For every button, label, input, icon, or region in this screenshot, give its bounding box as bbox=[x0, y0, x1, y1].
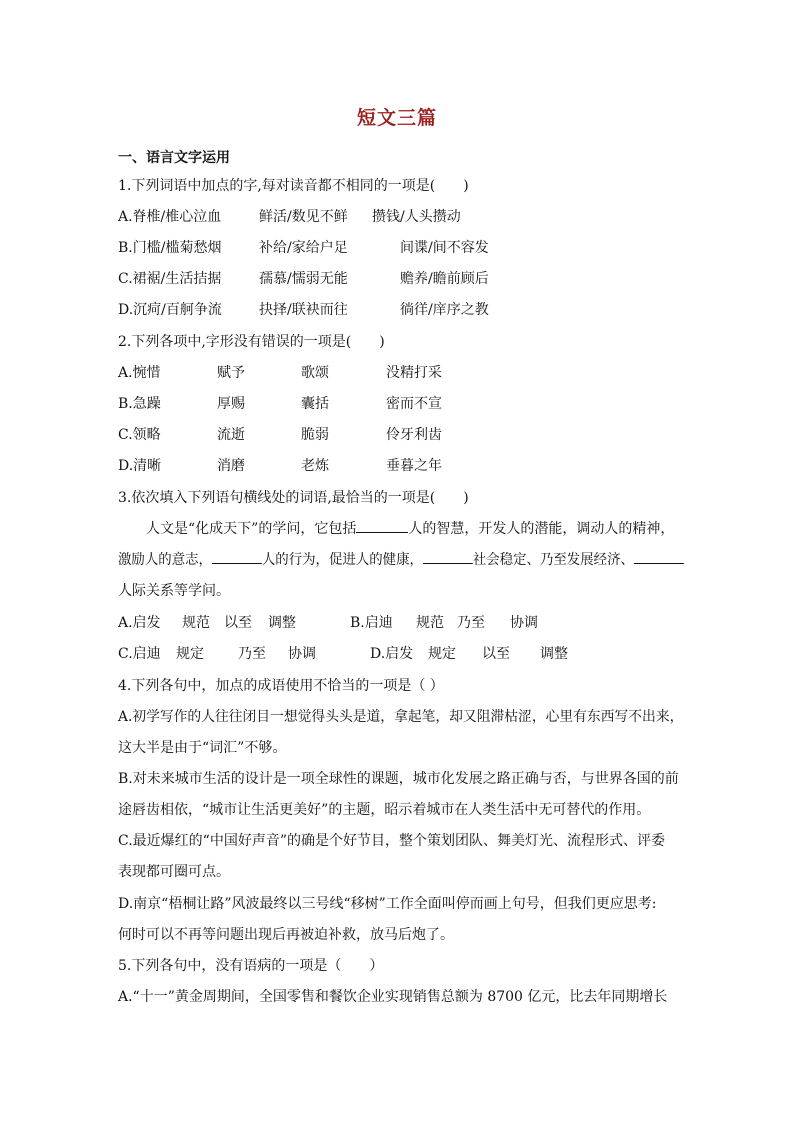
q2-c-3: 脆弱 bbox=[301, 427, 329, 443]
question-4-stem: 4.下列各句中，加点的成语使用不恰当的一项是（ ） bbox=[118, 678, 444, 694]
q2-c-4: 伶牙利齿 bbox=[386, 427, 442, 443]
q3-c-2: 规定 bbox=[176, 646, 204, 662]
q2-b-1: B.急躁 bbox=[118, 396, 161, 412]
q1-d-1: D.沉疴/百舸争流 bbox=[118, 302, 222, 318]
q3-d-3: 以至 bbox=[482, 646, 510, 662]
q1-a-1: A.脊椎/椎心泣血 bbox=[118, 209, 222, 225]
q3-text-4: 人的行为，促进人的健康， bbox=[261, 552, 423, 568]
q1-b-2: 补给/家给户足 bbox=[259, 240, 348, 256]
q5-option-a-line1: A.“十一”黄金周期间，全国零售和餐饮企业实现销售总额为 8700 亿元，比去年同期增长 bbox=[118, 989, 668, 1005]
q3-text-2: 人的智慧，开发人的潜能，调动人的精神， bbox=[408, 521, 675, 537]
q4-option-a-line2: 这大半是由于“词汇”不够。 bbox=[118, 740, 287, 756]
question-5-stem: 5.下列各句中，没有语病的一项是（ ） bbox=[118, 958, 384, 974]
q2-b-3: 囊括 bbox=[301, 396, 329, 412]
q3-b-2: 规范 bbox=[416, 615, 444, 631]
q1-c-1: C.裙裾/生活拮据 bbox=[118, 271, 222, 287]
q3-c-1: C.启迪 bbox=[118, 646, 161, 662]
q2-a-1: A.惋惜 bbox=[118, 365, 161, 381]
q3-b-1: B.启迪 bbox=[350, 615, 393, 631]
q3-c-4: 协调 bbox=[288, 646, 316, 662]
q3-text-5: 社会稳定、乃至发展经济、 bbox=[472, 552, 634, 568]
q3-a-2: 规范 bbox=[182, 615, 210, 631]
q1-a-2: 鲜活/数见不鲜 bbox=[259, 209, 348, 225]
q3-passage-line-3: 人际关系等学问。 bbox=[118, 583, 230, 599]
q1-b-1: B.门槛/槛菊愁烟 bbox=[118, 240, 222, 256]
q2-b-4: 密而不宣 bbox=[386, 396, 442, 412]
q2-a-3: 歌颂 bbox=[301, 365, 329, 381]
q2-d-1: D.清晰 bbox=[118, 458, 162, 474]
fill-blank-2 bbox=[212, 551, 262, 564]
q4-option-c-line1: C.最近爆红的“中国好声音”的确是个好节目，整个策划团队、舞美灯光、流程形式、评委 bbox=[118, 833, 665, 849]
q3-text-1: 人文是“化成天下”的学问，它包括 bbox=[146, 521, 357, 537]
q4-option-d-line1: D.南京“梧桐让路”风波最终以三号线“移树”工作全面叫停而画上句号，但我们更应思考: bbox=[118, 896, 657, 912]
q3-d-2: 规定 bbox=[428, 646, 456, 662]
fill-blank-4 bbox=[634, 551, 684, 564]
q1-a-3: 攒钱/人头攒动 bbox=[372, 209, 461, 225]
q3-d-1: D.启发 bbox=[370, 646, 414, 662]
fill-blank-1 bbox=[356, 520, 408, 533]
q2-a-2: 赋予 bbox=[217, 365, 245, 381]
q3-a-3: 以至 bbox=[224, 615, 252, 631]
q1-c-3: 赡养/瞻前顾后 bbox=[400, 271, 489, 287]
q3-c-3: 乃至 bbox=[238, 646, 266, 662]
q3-text-3: 激励人的意志， bbox=[118, 552, 212, 568]
q3-a-4: 调整 bbox=[268, 615, 296, 631]
page-title: 短文三篇 bbox=[356, 107, 437, 129]
q3-a-1: A.启发 bbox=[118, 615, 161, 631]
q4-option-d-line2: 何时可以不再等问题出现后再被迫补救，放马后炮了。 bbox=[118, 927, 454, 943]
q2-d-3: 老炼 bbox=[301, 458, 329, 474]
q2-c-1: C.领略 bbox=[118, 427, 161, 443]
q1-b-3: 间谍/间不容发 bbox=[400, 240, 489, 256]
q4-option-b-line1: B.对未来城市生活的设计是一项全球性的课题，城市化发展之路正确与否，与世界各国的前 bbox=[118, 771, 679, 787]
q4-option-b-line2: 途唇齿相依，“城市让生活更美好”的主题，昭示着城市在人类生活中无可替代的作用。 bbox=[118, 802, 651, 818]
q3-passage-line-1 bbox=[146, 520, 674, 538]
q3-b-4: 协调 bbox=[510, 615, 538, 631]
fill-blank-3 bbox=[423, 551, 473, 564]
q2-b-2: 厚赐 bbox=[217, 396, 245, 412]
q2-d-2: 消磨 bbox=[217, 458, 245, 474]
question-3-stem: 3.依次填入下列语句横线处的词语,最恰当的一项是( ) bbox=[118, 490, 469, 506]
section-heading: 一、语言文字运用 bbox=[118, 150, 230, 166]
question-1-stem: 1.下列词语中加点的字,每对读音都不相同的一项是( ) bbox=[118, 178, 469, 194]
q1-d-3: 徜徉/庠序之教 bbox=[400, 302, 489, 318]
q2-c-2: 流逝 bbox=[217, 427, 245, 443]
q4-option-a-line1: A.初学写作的人往往闭目一想觉得头头是道，拿起笔，却又阻滞枯涩，心里有东西写不出来， bbox=[118, 709, 684, 725]
q3-b-3: 乃至 bbox=[457, 615, 485, 631]
q1-c-2: 孺慕/懦弱无能 bbox=[259, 271, 348, 287]
q3-d-4: 调整 bbox=[540, 646, 568, 662]
q3-passage-line-2 bbox=[118, 551, 684, 569]
q4-option-c-line2: 表现都可圈可点。 bbox=[118, 864, 230, 880]
q2-d-4: 垂暮之年 bbox=[386, 458, 442, 474]
question-2-stem: 2.下列各项中,字形没有错误的一项是( ) bbox=[118, 334, 385, 350]
q1-d-2: 抉择/联袂而往 bbox=[259, 302, 348, 318]
q2-a-4: 没精打采 bbox=[386, 365, 442, 381]
